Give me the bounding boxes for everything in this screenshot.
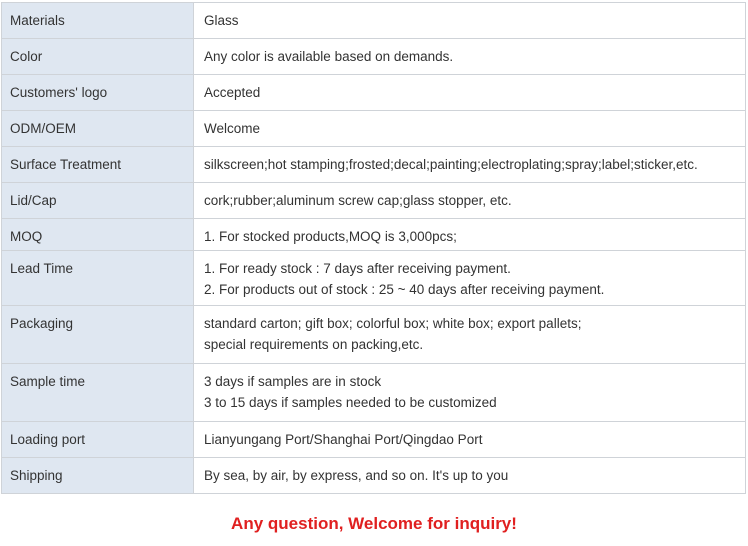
spec-value-line: 3 days if samples are in stock	[204, 374, 382, 389]
spec-label: Packaging	[2, 306, 194, 364]
spec-label: Color	[2, 39, 194, 75]
product-spec-table	[1, 2, 746, 494]
spec-value	[194, 364, 746, 422]
spec-value	[194, 219, 746, 251]
spec-value	[194, 306, 746, 364]
spec-value	[194, 422, 746, 458]
spec-value	[194, 251, 746, 306]
spec-table-body	[2, 3, 746, 494]
spec-label: MOQ	[2, 219, 194, 251]
spec-row	[2, 458, 746, 494]
spec-label: Customers' logo	[2, 75, 194, 111]
spec-value-line: By sea, by air, by express, and so on. It's up to you	[204, 468, 509, 483]
spec-value	[194, 75, 746, 111]
spec-value	[194, 458, 746, 494]
spec-value-line: Accepted	[204, 85, 261, 100]
spec-row	[2, 364, 746, 422]
spec-value-line: cork;rubber;aluminum screw cap;glass stopper, etc.	[204, 193, 512, 208]
spec-value-line: 1. For ready stock : 7 days after receiving payment.	[204, 261, 511, 276]
spec-value	[194, 39, 746, 75]
spec-label: Materials	[2, 3, 194, 39]
spec-row	[2, 147, 746, 183]
spec-label: Sample time	[2, 364, 194, 422]
spec-value-line: special requirements on packing,etc.	[204, 337, 424, 352]
spec-value	[194, 3, 746, 39]
spec-value	[194, 147, 746, 183]
spec-value	[194, 111, 746, 147]
spec-value-line: standard carton; gift box; colorful box; white box; export pallets;	[204, 316, 582, 331]
spec-label: Shipping	[2, 458, 194, 494]
spec-row	[2, 219, 746, 251]
spec-value-line: Glass	[204, 13, 239, 28]
spec-value	[194, 183, 746, 219]
spec-value-line: 1. For stocked products,MOQ is 3,000pcs;	[204, 229, 457, 244]
spec-row	[2, 422, 746, 458]
spec-row	[2, 251, 746, 306]
spec-value-line: Any color is available based on demands.	[204, 49, 454, 64]
spec-row	[2, 3, 746, 39]
spec-value-line: 3 to 15 days if samples needed to be customized	[204, 395, 497, 410]
spec-row	[2, 39, 746, 75]
spec-label: Lead Time	[2, 251, 194, 306]
inquiry-footer: Any question, Welcome for inquiry!	[231, 514, 517, 533]
spec-label: ODM/OEM	[2, 111, 194, 147]
spec-label: Lid/Cap	[2, 183, 194, 219]
spec-value-line: Welcome	[204, 121, 261, 136]
spec-value-line: silkscreen;hot stamping;frosted;decal;painting;electroplating;spray;label;sticker,etc.	[204, 157, 698, 172]
spec-value-line: 2. For products out of stock : 25 ~ 40 days after receiving payment.	[204, 282, 605, 297]
spec-label: Surface Treatment	[2, 147, 194, 183]
spec-row	[2, 75, 746, 111]
spec-value-line: Lianyungang Port/Shanghai Port/Qingdao Port	[204, 432, 483, 447]
spec-row	[2, 111, 746, 147]
spec-label: Loading port	[2, 422, 194, 458]
spec-row	[2, 183, 746, 219]
spec-row	[2, 306, 746, 364]
